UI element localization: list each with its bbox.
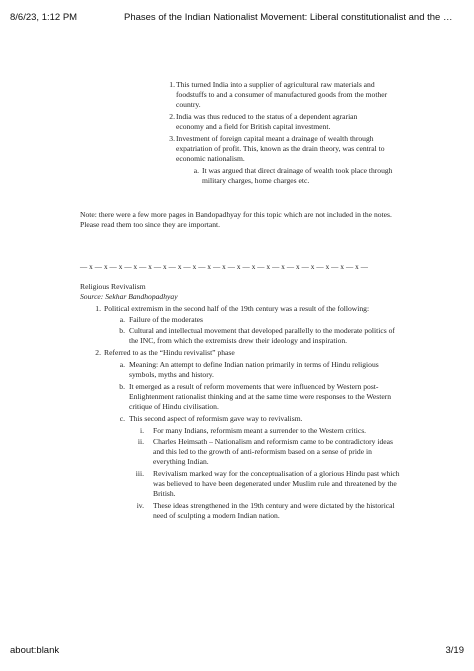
page-body: 1. This turned India into a supplier of agricultural raw materials and foodstuffs to and a consumer of manufactured goods from the mother country. 2. India was thus reduced to the status of a dependent agrarian economy and a field for British capital investment. 3. Investment of foreign capital meant a drainage of wealth through expatriation of profit. This, known as the drain theory, was central to economic nationalism. a. It was argued that direct drainage of wealth took place through military charges, home charges etc. Note: there were a few more pages in Bandopadhyay for this topic which are not included in the notes. Please read them too since they are important. — x — x — x — x — x — x — x — x — x — x — x — x — x — x — x — x — x — x — x — Religious Revivalism Source: Sekhar Bandhopadhyay 1. Political extremism in the second half of the 19th century was a result of the following: a. Failure of the moderates b. Cultural and intellectual movement that developed parallelly to the moderate politics of the INC, from which the extremists drew their ideology and inspiration. 2. Referred to as the “Hindu revivalist” phase a. Meaning: An attempt to define Indian nation primarily in terms of Hindu religious symbols, myths and history. b. It emerged as a result of reform movements that were influenced by Western post-Enlightenment rationalist thinking and at the same time were responses to the Western critique of Hindu civilisation. c. This second aspect of reformism gave way to revivalism. i. For many Indians, reformism meant a surrender to the Western critics. ii. Charles Heimsath – Nationalism and reformism came to be contradictory ideas and this led to the growth of anti-reformism based on a sense of pride in everything Indian. iii. Revivalism marked way for the conceptualisation of a glorious Hindu past which was believed to have been degenerated under Muslim rule and threatened by the British. iv. These ideas strengthened in the 19th century and were dictated by the historical need of sculpting a modern Indian nation.: [0, 0, 474, 671]
page-url: about:blank: [10, 645, 60, 656]
page-number: 3/19: [445, 645, 464, 656]
print-footer: [10, 645, 464, 659]
list-item: Investment of foreign capital meant a drainage of wealth through expatriation of profit. This, known as the drain theory, was central to economic nationalism.: [176, 134, 385, 164]
list-item: Referred to as the “Hindu revivalist” phase: [104, 348, 235, 357]
note-text: Note: there were a few more pages in Bandopadhyay for this topic which are not included in the notes. Please read them too since they are important.: [80, 210, 392, 230]
list-item: Charles Heimsath – Nationalism and reformism came to be contradictory ideas and this led to the growth of anti-reformism based on a sense of pride in everything Indian.: [153, 437, 393, 467]
section-title: Religious Revivalism: [80, 282, 146, 291]
section-separator: — x — x — x — x — x — x — x — x — x — x — x — x — x — x — x — x — x — x — x —: [80, 263, 369, 271]
list-item: It emerged as a result of reform movements that were influenced by Western post-Enlightenment rationalist thinking and at the same time were responses to the Western critique of Hindu civilisation.: [129, 382, 392, 412]
list-item: Cultural and intellectual movement that developed parallelly to the moderate politics of the INC, from which the extremists drew their ideology and inspiration.: [129, 326, 395, 346]
list-item: These ideas strengthened in the 19th century and were dictated by the historical need of sculpting a modern Indian nation.: [153, 501, 395, 521]
list-item: Political extremism in the second half of the 19th century was a result of the following:: [104, 304, 370, 313]
print-datetime: 8/6/23, 1:12 PM: [10, 12, 78, 23]
document-title: Phases of the Indian Nationalist Movement: Liberal constitutionalist and the …: [124, 12, 453, 23]
list-item: This turned India into a supplier of agricultural raw materials and foodstuffs to and a consumer of manufactured goods from the mother country.: [176, 80, 388, 110]
list-item: India was thus reduced to the status of a dependent agrarian economy and a field for British capital investment.: [176, 112, 358, 132]
list-item: This second aspect of reformism gave way to revivalism.: [129, 414, 303, 423]
list-item: It was argued that direct drainage of wealth took place through military charges, home charges etc.: [202, 166, 393, 186]
list-item: Failure of the moderates: [129, 315, 204, 324]
list-item: Revivalism marked way for the conceptualisation of a glorious Hindu past which was believed to have been degenerated under Muslim rule and threatened by the British.: [153, 469, 400, 499]
section-source: Source: Sekhar Bandhopadhyay: [80, 292, 178, 301]
list-item: For many Indians, reformism meant a surrender to the Western critics.: [153, 426, 367, 435]
list-item: Meaning: An attempt to define Indian nation primarily in terms of Hindu religious symbols, myths and history.: [129, 360, 379, 380]
